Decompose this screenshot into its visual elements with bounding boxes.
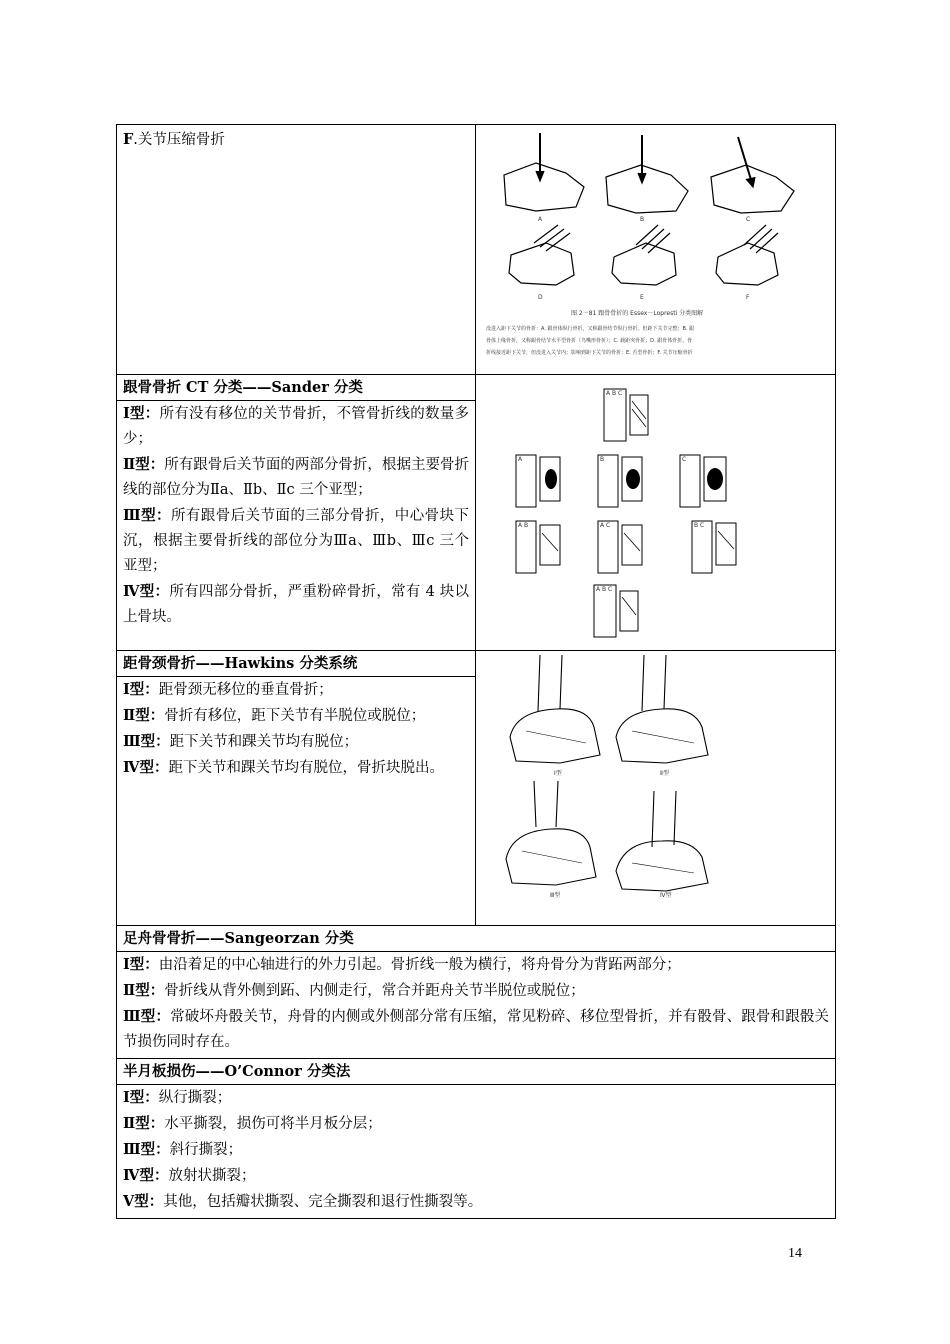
essex-desc-1: 没进入距下关节的骨折：A. 跟骨体纵行骨折，又称跟骨结节纵行骨折，但距下关节完整；B. 跟 bbox=[486, 326, 695, 332]
essex-label-e: E bbox=[640, 294, 644, 301]
oconnor-text-cell bbox=[117, 1085, 836, 1219]
page-number: 14 bbox=[788, 1246, 802, 1261]
oconnor-type-1: Ⅰ型：纵行撕裂； bbox=[123, 1089, 232, 1106]
hawkins-heading: 距骨颈骨折——Hawkins 分类系统 bbox=[117, 651, 476, 677]
essex-figure-cell bbox=[476, 125, 836, 375]
oconnor-type-2: Ⅱ型：水平撕裂，损伤可将半月板分层； bbox=[123, 1115, 382, 1132]
sander-label-bc: B C bbox=[694, 522, 705, 529]
essex-desc-3: 折线接近距下关节，但没进入关节内；影响到距下关节的骨折：E. 舌型骨折；F. 关节压缩骨折 bbox=[486, 350, 693, 356]
sander-label-b: B bbox=[600, 456, 605, 463]
essex-label-b: B bbox=[640, 216, 645, 223]
oconnor-heading-row bbox=[117, 1059, 836, 1085]
sander-figure-cell bbox=[476, 375, 836, 651]
essex-desc-2: 骨体上缘骨折，又称跟骨结节水平型骨折（鸟嘴形骨折）；C. 载距突骨折；D. 跟骨体骨折，骨 bbox=[486, 338, 693, 344]
hawkins-type-2: Ⅱ型：骨折有移位，距下关节有半脱位或脱位； bbox=[123, 707, 426, 724]
essex-heading: F.关节压缩骨折 bbox=[123, 131, 225, 148]
sangeorzan-heading-row bbox=[117, 926, 836, 952]
hawkins-label-1: Ⅰ型 bbox=[554, 770, 562, 777]
sander-type-4: Ⅳ型：所有四部分骨折，严重粉碎骨折，常有 4 块以上骨块。 bbox=[123, 583, 469, 625]
essex-label-d: D bbox=[538, 294, 543, 301]
essex-row bbox=[117, 125, 836, 375]
essex-label-a: A bbox=[538, 216, 543, 223]
sander-heading-row bbox=[117, 375, 836, 401]
essex-label-f: F bbox=[746, 294, 750, 301]
essex-lopresti-figure bbox=[476, 125, 834, 373]
sangeorzan-type-1: Ⅰ型：由沿着足的中心轴进行的外力引起。骨折线一般为横行，将舟骨分为背跖两部分； bbox=[123, 956, 681, 973]
sander-label-abc-1: A B C bbox=[606, 390, 623, 397]
hawkins-figure-cell bbox=[476, 651, 836, 926]
hawkins-figure bbox=[476, 651, 834, 923]
oconnor-type-4: Ⅳ型：放射状撕裂； bbox=[123, 1167, 256, 1184]
hawkins-label-4: Ⅳ型 bbox=[660, 892, 672, 899]
sangeorzan-body-row bbox=[117, 952, 836, 1059]
sander-label-ab: A B bbox=[518, 522, 529, 529]
sangeorzan-type-2: Ⅱ型：骨折线从背外侧到跖、内侧走行，常合并距舟关节半脱位或脱位； bbox=[123, 982, 585, 999]
sander-label-a: A bbox=[518, 456, 523, 463]
oconnor-body-row bbox=[117, 1085, 836, 1219]
sander-label-ac: A C bbox=[600, 522, 611, 529]
sander-heading: 跟骨骨折 CT 分类——Sander 分类 bbox=[117, 375, 476, 401]
sander-label-c: C bbox=[682, 456, 687, 463]
oconnor-type-5: Ⅴ型：其他，包括瓣状撕裂、完全撕裂和退行性撕裂等。 bbox=[123, 1193, 483, 1210]
sander-label-abc-2: A B C bbox=[596, 586, 613, 593]
sander-type-2: Ⅱ型：所有跟骨后关节面的两部分骨折，根据主要骨折线的部位分为Ⅱa、Ⅱb、Ⅱc 三个亚型； bbox=[123, 456, 469, 498]
sander-text-cell bbox=[117, 401, 476, 651]
hawkins-label-2: Ⅱ型 bbox=[660, 770, 669, 777]
oconnor-heading: 半月板损伤——O’Connor 分类法 bbox=[117, 1059, 836, 1085]
hawkins-label-3: Ⅲ型 bbox=[550, 892, 561, 899]
hawkins-type-3: Ⅲ型：距下关节和踝关节均有脱位； bbox=[123, 733, 359, 750]
oconnor-type-3: Ⅲ型：斜行撕裂； bbox=[123, 1141, 243, 1158]
hawkins-text-cell bbox=[117, 677, 476, 926]
sangeorzan-heading: 足舟骨骨折——Sangeorzan 分类 bbox=[117, 926, 836, 952]
classification-table bbox=[116, 124, 836, 1219]
sander-type-1: Ⅰ型：所有没有移位的关节骨折，不管骨折线的数量多少； bbox=[123, 405, 469, 447]
essex-text-cell bbox=[117, 125, 476, 375]
sander-figure bbox=[476, 375, 834, 647]
sangeorzan-text-cell bbox=[117, 952, 836, 1059]
hawkins-heading-row bbox=[117, 651, 836, 677]
essex-caption: 图 2－81 跟骨骨折的 Essex－Lopresti 分类图解 bbox=[571, 310, 704, 317]
sander-type-3: Ⅲ型：所有跟骨后关节面的三部分骨折，中心骨块下沉，根据主要骨折线的部位分为Ⅲa、Ⅲb、Ⅲc 三个亚型； bbox=[123, 507, 469, 574]
hawkins-type-1: Ⅰ型：距骨颈无移位的垂直骨折； bbox=[123, 681, 333, 698]
hawkins-type-4: Ⅳ型：距下关节和踝关节均有脱位，骨折块脱出。 bbox=[123, 759, 444, 776]
essex-label-c: C bbox=[746, 216, 751, 223]
sangeorzan-type-3: Ⅲ型：常破坏舟骰关节，舟骨的内侧或外侧部分常有压缩，常见粉碎、移位型骨折，并有骰骨、跟骨和跟骰关节损伤同时存在。 bbox=[123, 1008, 829, 1050]
